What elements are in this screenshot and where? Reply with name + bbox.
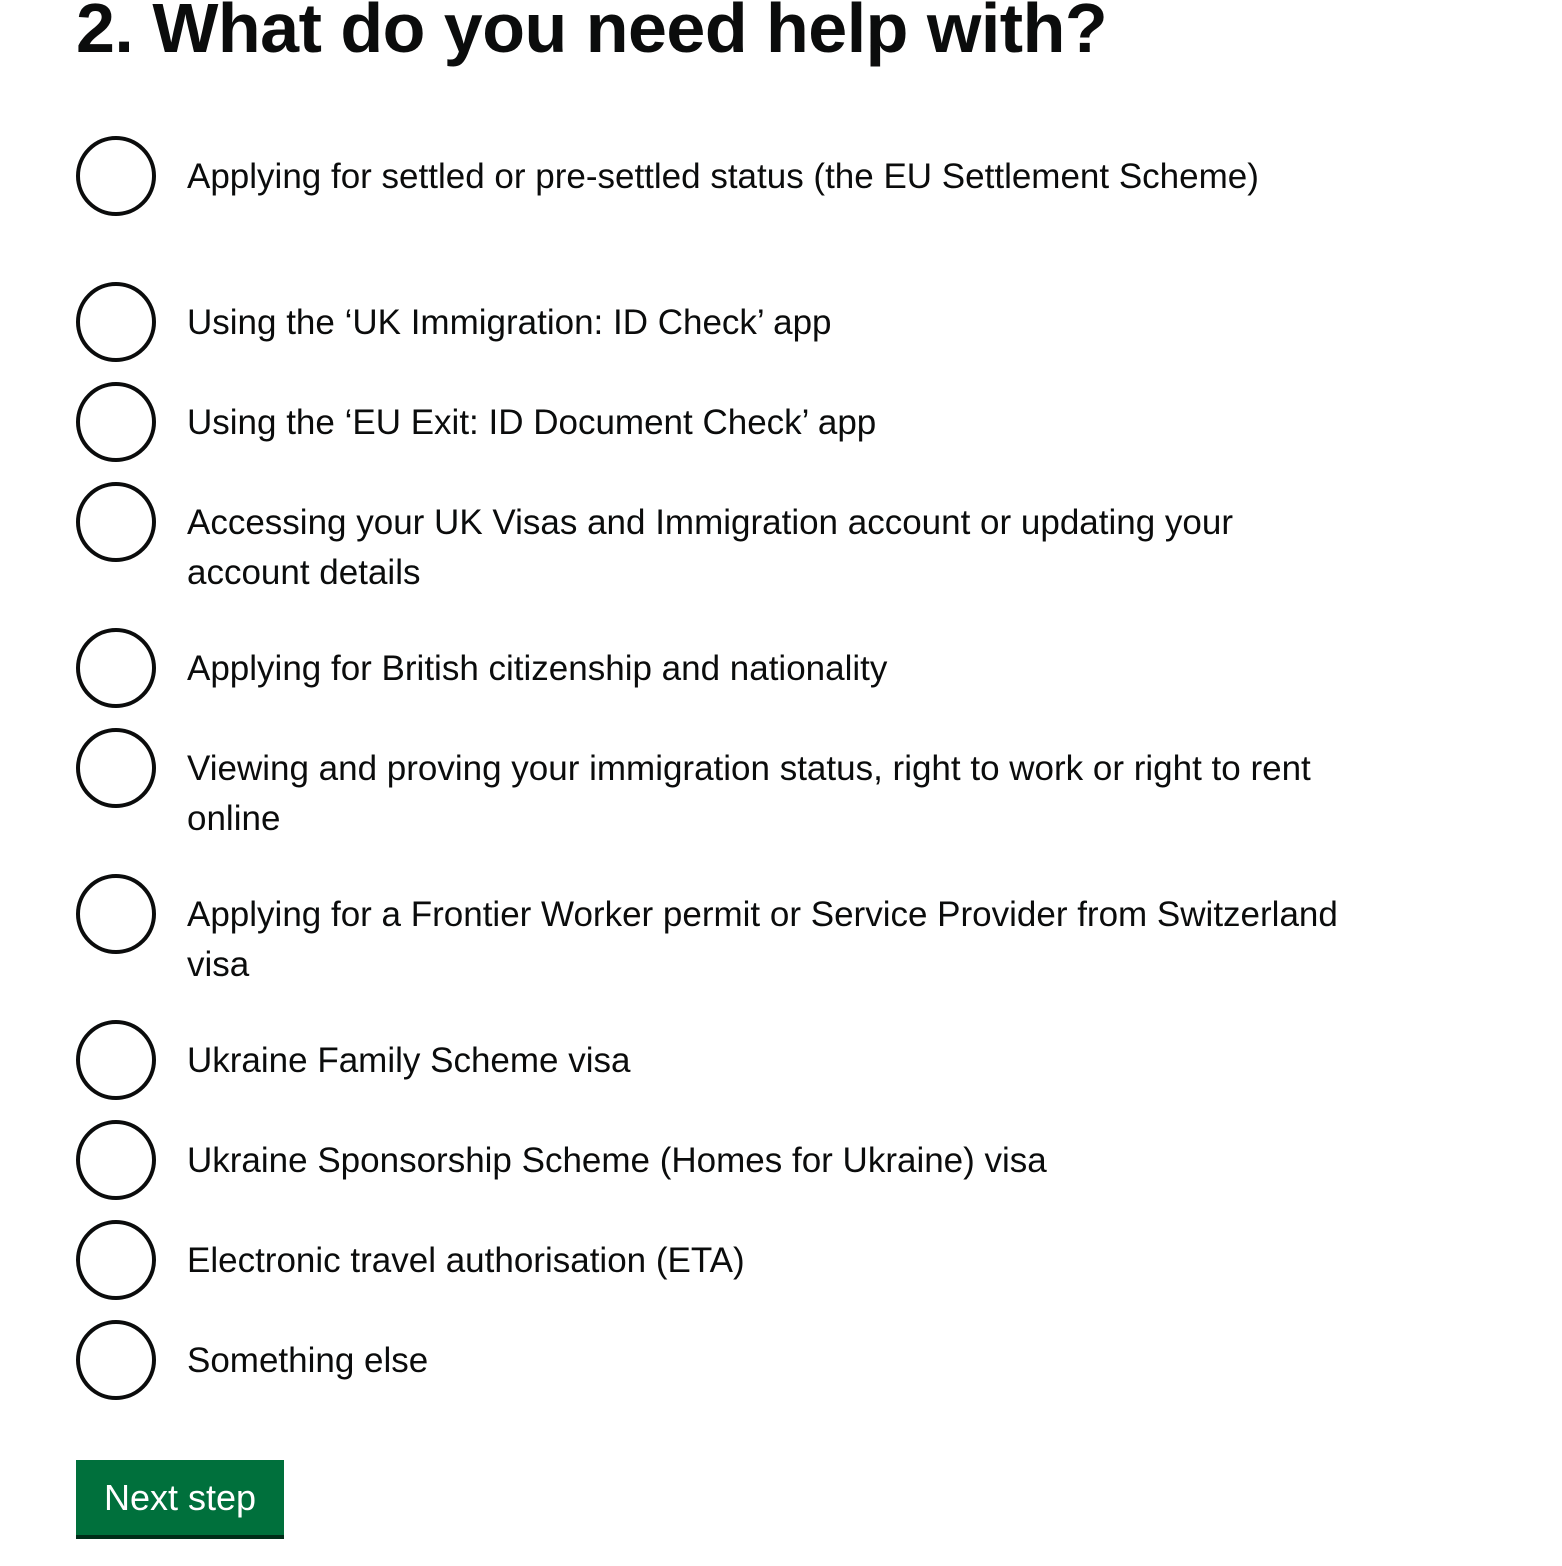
radio-label[interactable]: Using the ‘UK Immigration: ID Check’ app [187,303,832,342]
radio-button[interactable] [76,1120,156,1200]
radio-label[interactable]: Accessing your UK Visas and Immigration account or updating your account details [187,503,1234,592]
radio-button[interactable] [76,482,156,562]
radio-label[interactable]: Viewing and proving your immigration status, right to work or right to rent online [187,749,1311,838]
radio-button[interactable] [76,136,156,216]
radio-button[interactable] [76,282,156,362]
radio-button[interactable] [76,1020,156,1100]
radio-label[interactable]: Applying for settled or pre-settled status (the EU Settlement Scheme) [187,157,1259,196]
radio-button[interactable] [76,728,156,808]
radio-label[interactable]: Ukraine Family Scheme visa [187,1041,631,1080]
radio-label[interactable]: Electronic travel authorisation (ETA) [187,1241,745,1280]
next-step-button[interactable]: Next step [76,1460,284,1535]
radio-button[interactable] [76,874,156,954]
radio-button[interactable] [76,1220,156,1300]
radio-label[interactable]: Using the ‘EU Exit: ID Document Check’ app [187,403,877,442]
radio-button[interactable] [76,382,156,462]
radio-label[interactable]: Something else [187,1341,429,1380]
radio-label[interactable]: Applying for a Frontier Worker permit or Service Provider from Switzerland visa [187,895,1338,984]
page-title: 2. What do you need help with? [76,0,1108,67]
radio-button[interactable] [76,1320,156,1400]
radio-label[interactable]: Ukraine Sponsorship Scheme (Homes for Ukraine) visa [187,1141,1047,1180]
radio-label[interactable]: Applying for British citizenship and nationality [187,649,888,688]
radio-button[interactable] [76,628,156,708]
